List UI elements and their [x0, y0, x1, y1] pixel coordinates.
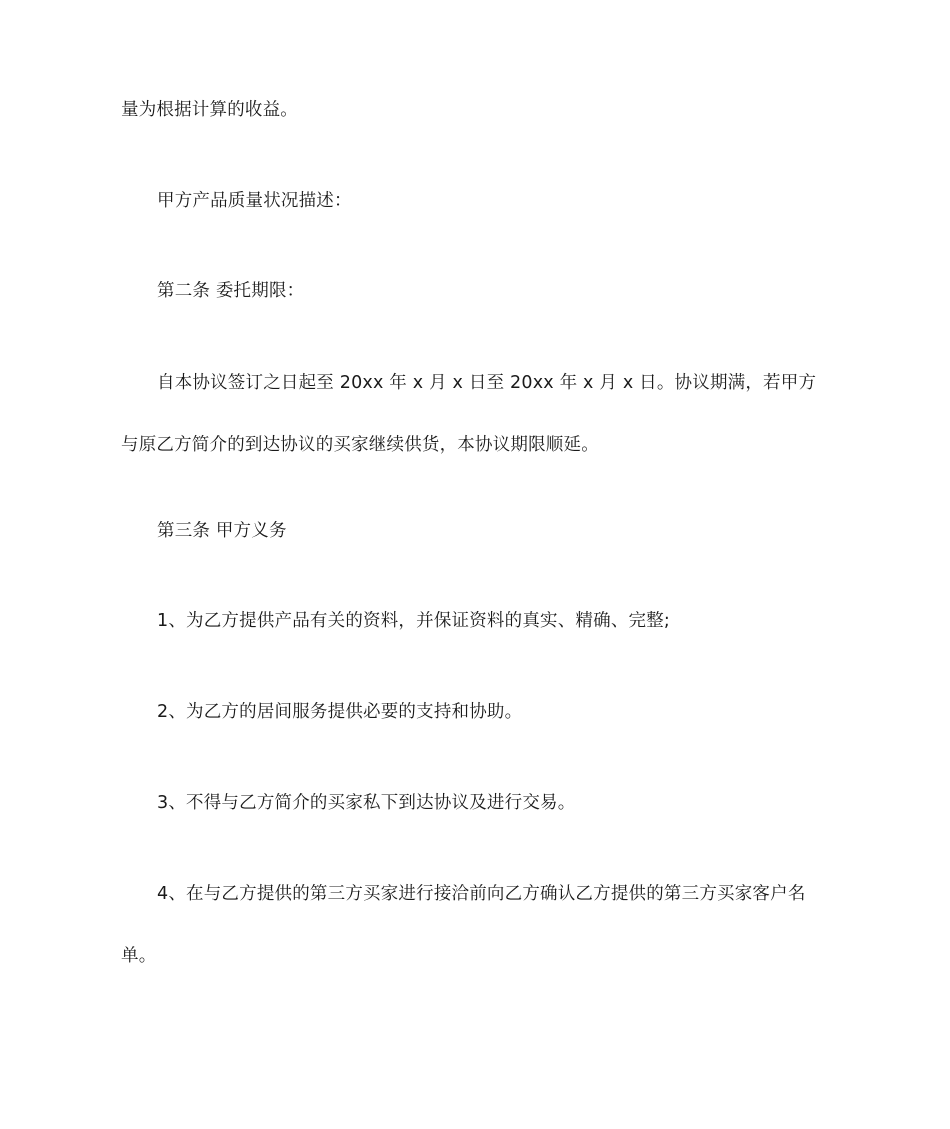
list-item-obligation-2: 2、为乙方的居间服务提供必要的支持和协助。 — [157, 702, 523, 722]
list-item-obligation-4: 4、在与乙方提供的第三方买家进行接洽前向乙方确认乙方提供的第三方买家客户名单。 — [121, 884, 806, 966]
list-item-obligation-1: 1、为乙方提供产品有关的资料，并保证资料的真实、精确、完整; — [157, 611, 671, 631]
heading-article-2: 第二条 委托期限： — [157, 281, 305, 301]
paragraph-continuation: 量为根据计算的收益。 — [121, 100, 298, 120]
paragraph-quality-description: 甲方产品质量状况描述： — [157, 191, 352, 211]
paragraph-term: 自本协议签订之日起至 20xx 年 x 月 x 日至 20xx 年 x 月 x 日。协议期满，若甲方与原乙方简介的到达协议的买家继续供货，本协议期限顺延。 — [121, 373, 817, 455]
list-item-obligation-3: 3、不得与乙方简介的买家私下到达协议及进行交易。 — [157, 793, 576, 813]
heading-article-3: 第三条 甲方义务 — [157, 521, 287, 541]
